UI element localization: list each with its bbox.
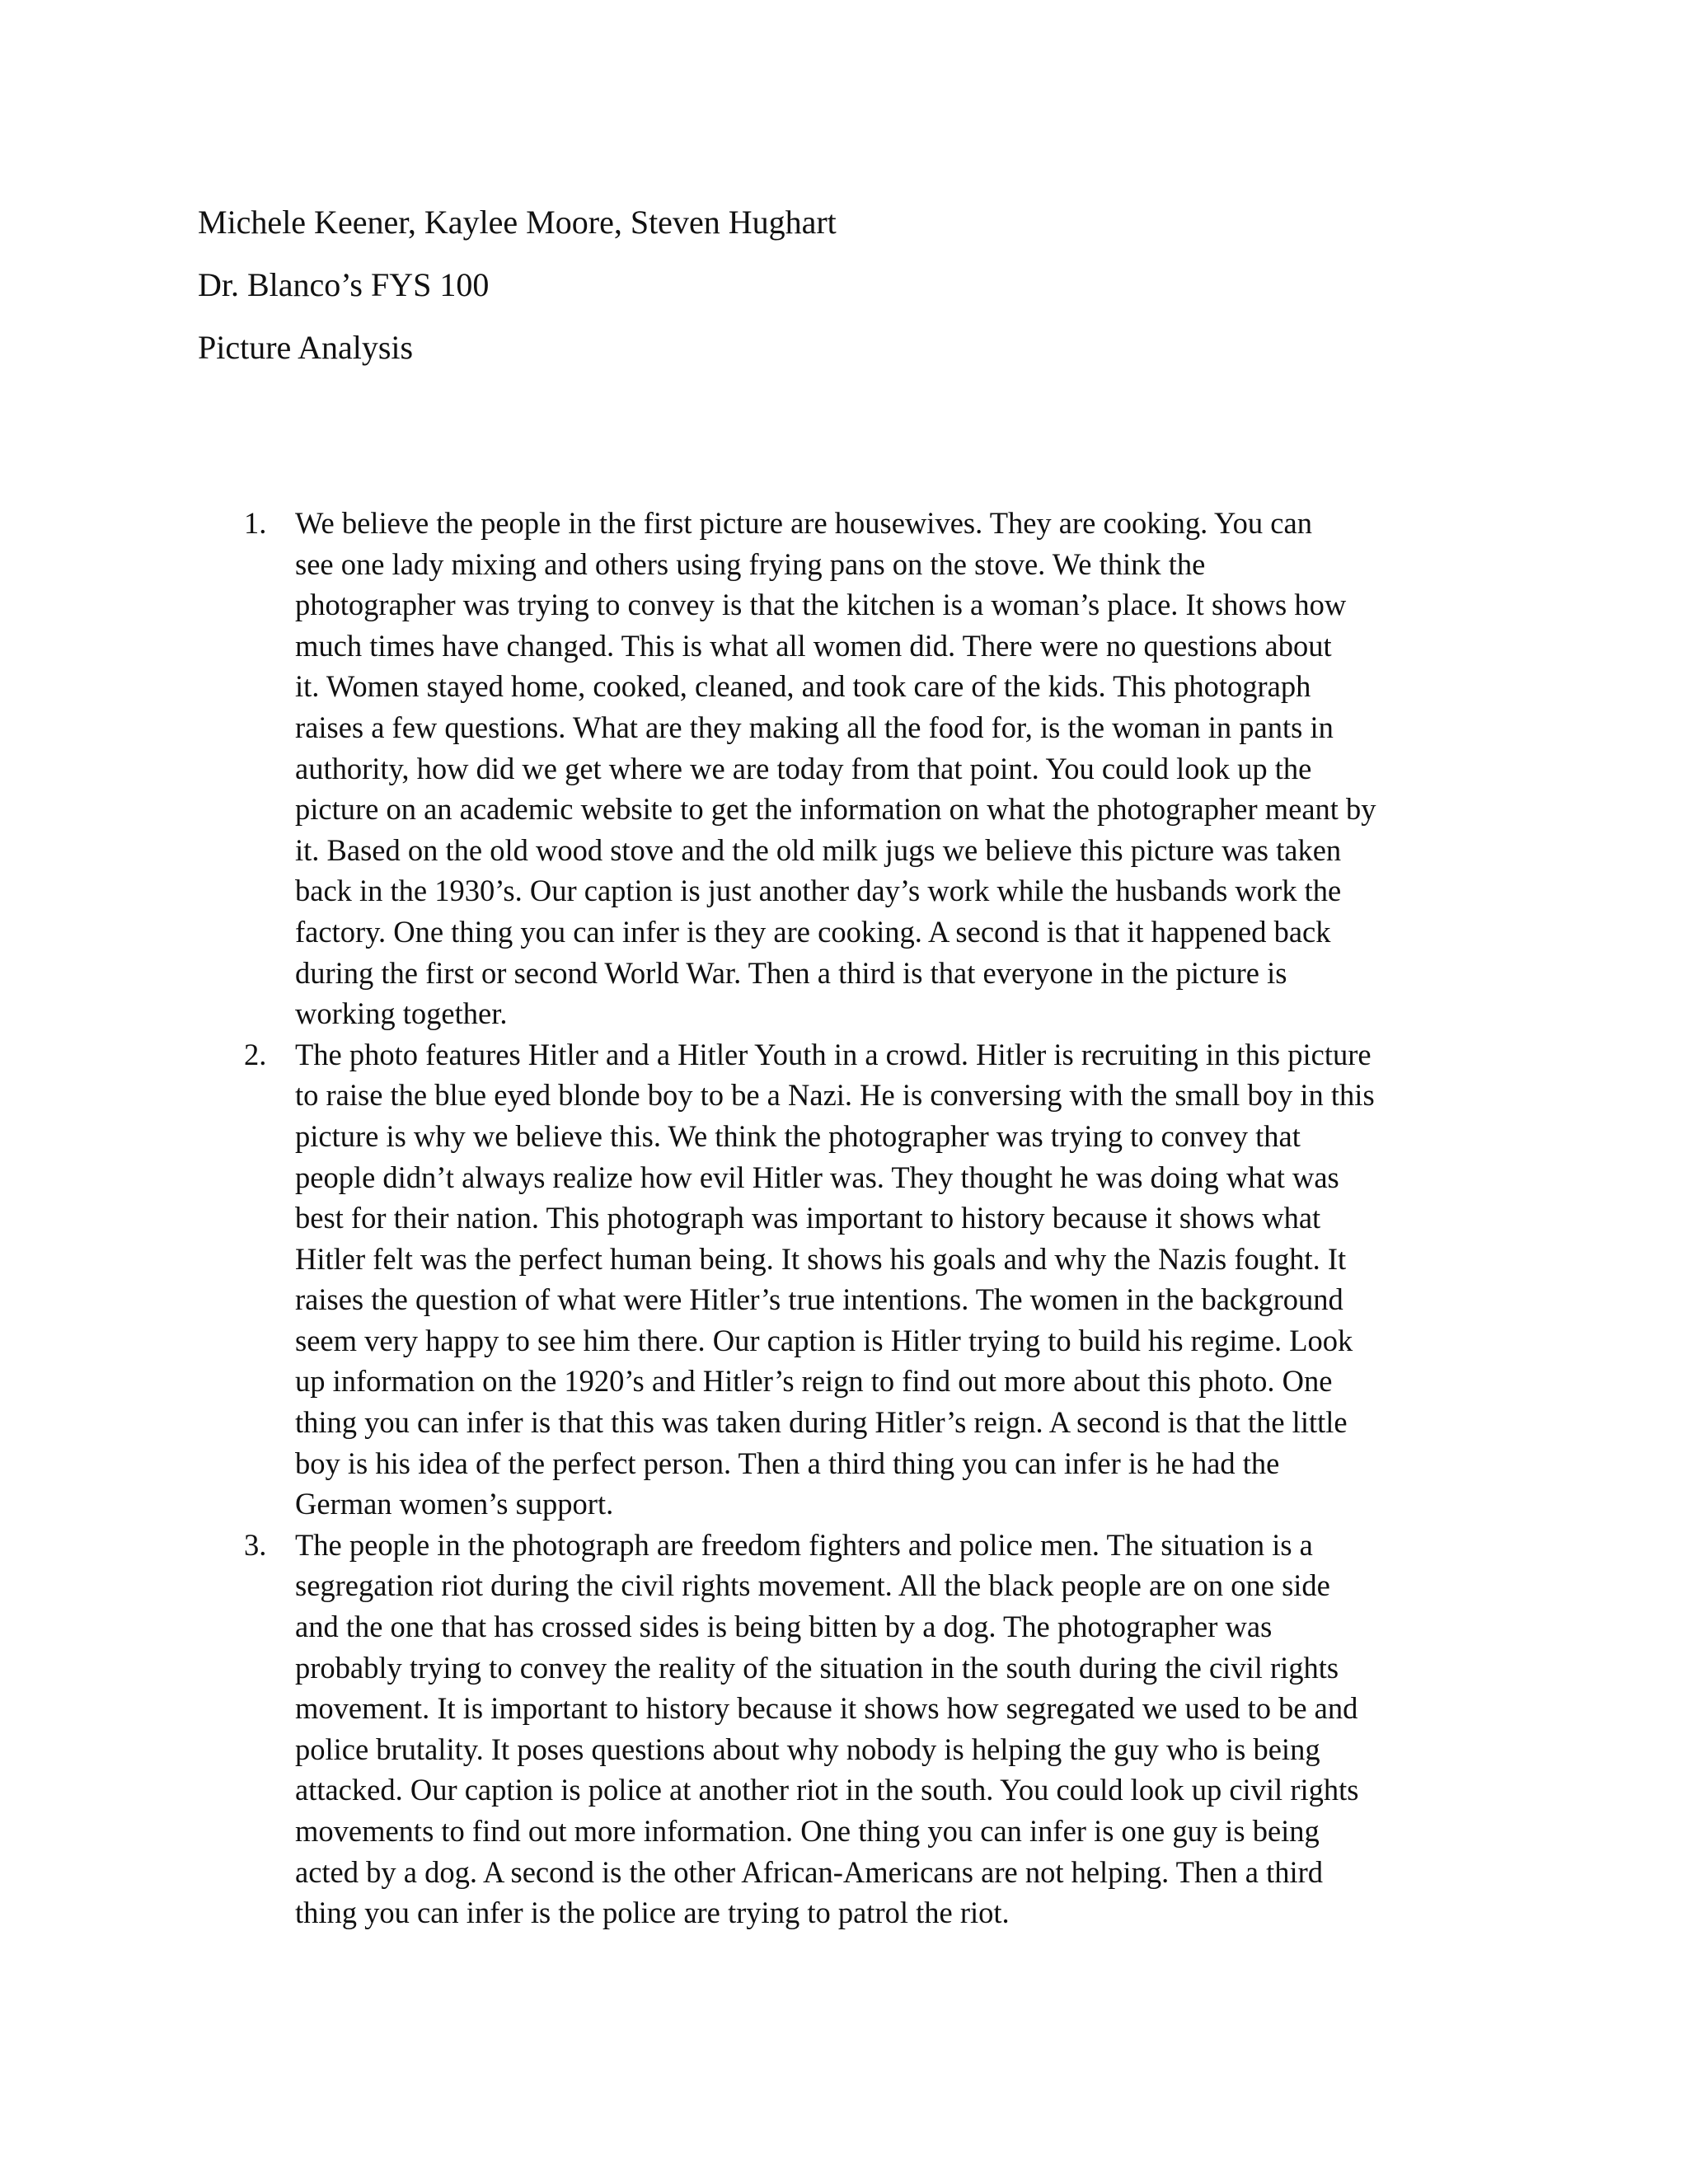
- document-header: [198, 191, 1484, 379]
- list-item-number: 3.: [244, 1527, 267, 1562]
- list-item-number: 2.: [244, 1037, 267, 1071]
- list-item-text: The photo features Hitler and a Hitler Youth in a crowd. Hitler is recruiting in this picture to raise the blue eyed blonde boy to be a Nazi. He is conversing with the small boy in this picture is why we believe this. We think the photographer was trying to convey that people didn’t always realize how evil Hitler was. They thought he was doing what was best for their nation. This photograph was important to history because it shows what Hitler felt was the perfect human being. It shows his goals and why the Nazis fought. It raises the question of what were Hitler’s true intentions. The women in the background seem very happy to see him there. Our caption is Hitler trying to build his regime. Look up information on the 1920’s and Hitler’s reign to find out more about this photo. One thing you can infer is that this was taken during Hitler’s reign. A second is that the little boy is his idea of the perfect person. Then a third thing you can infer is he had the German women’s support.: [295, 1037, 1375, 1521]
- list-item-text: We believe the people in the first picture are housewives. They are cooking. You can see one lady mixing and others using frying pans on the stove. We think the photographer was trying to convey is that the kitchen is a woman’s place. It shows how much times have changed. This is what all women did. There were no questions about it. Women stayed home, cooked, cleaned, and took care of the kids. This photograph raises a few questions. What are they making all the food for, is the woman in pants in authority, how did we get where we are today from that point. You could look up the picture on an academic website to get the information on what the photographer meant by it. Based on the old wood stove and the old milk jugs we believe this picture was taken back in the 1930’s. Our caption is just another day’s work while the husbands work the factory. One thing you can infer is they are cooking. A second is that it happened back during the first or second World War. Then a third is that everyone in the picture is working together.: [295, 506, 1376, 1031]
- course-name: Dr. Blanco’s FYS 100: [198, 266, 490, 303]
- list-item-number: 1.: [244, 506, 267, 540]
- list-item: [198, 1525, 1484, 1933]
- author-names: Michele Keener, Kaylee Moore, Steven Hughart: [198, 204, 837, 241]
- list-item-text: The people in the photograph are freedom fighters and police men. The situation is a segregation riot during the civil rights movement. All the black people are on one side and the one that has crossed sides is being bitten by a dog. The photographer was probably trying to convey the reality of the situation in the south during the civil rights movement. It is important to history because it shows how segregated we used to be and police brutality. It poses questions about why nobody is helping the guy who is being attacked. Our caption is police at another riot in the south. You could look up civil rights movements to find out more information. One thing you can infer is one guy is being acted by a dog. A second is the other African-Americans are not helping. Then a third thing you can infer is the police are trying to patrol the riot.: [295, 1527, 1359, 1930]
- list-item: [198, 503, 1484, 1034]
- assignment-title: Picture Analysis: [198, 329, 414, 366]
- analysis-list: [198, 503, 1484, 1933]
- list-item: [198, 1034, 1484, 1525]
